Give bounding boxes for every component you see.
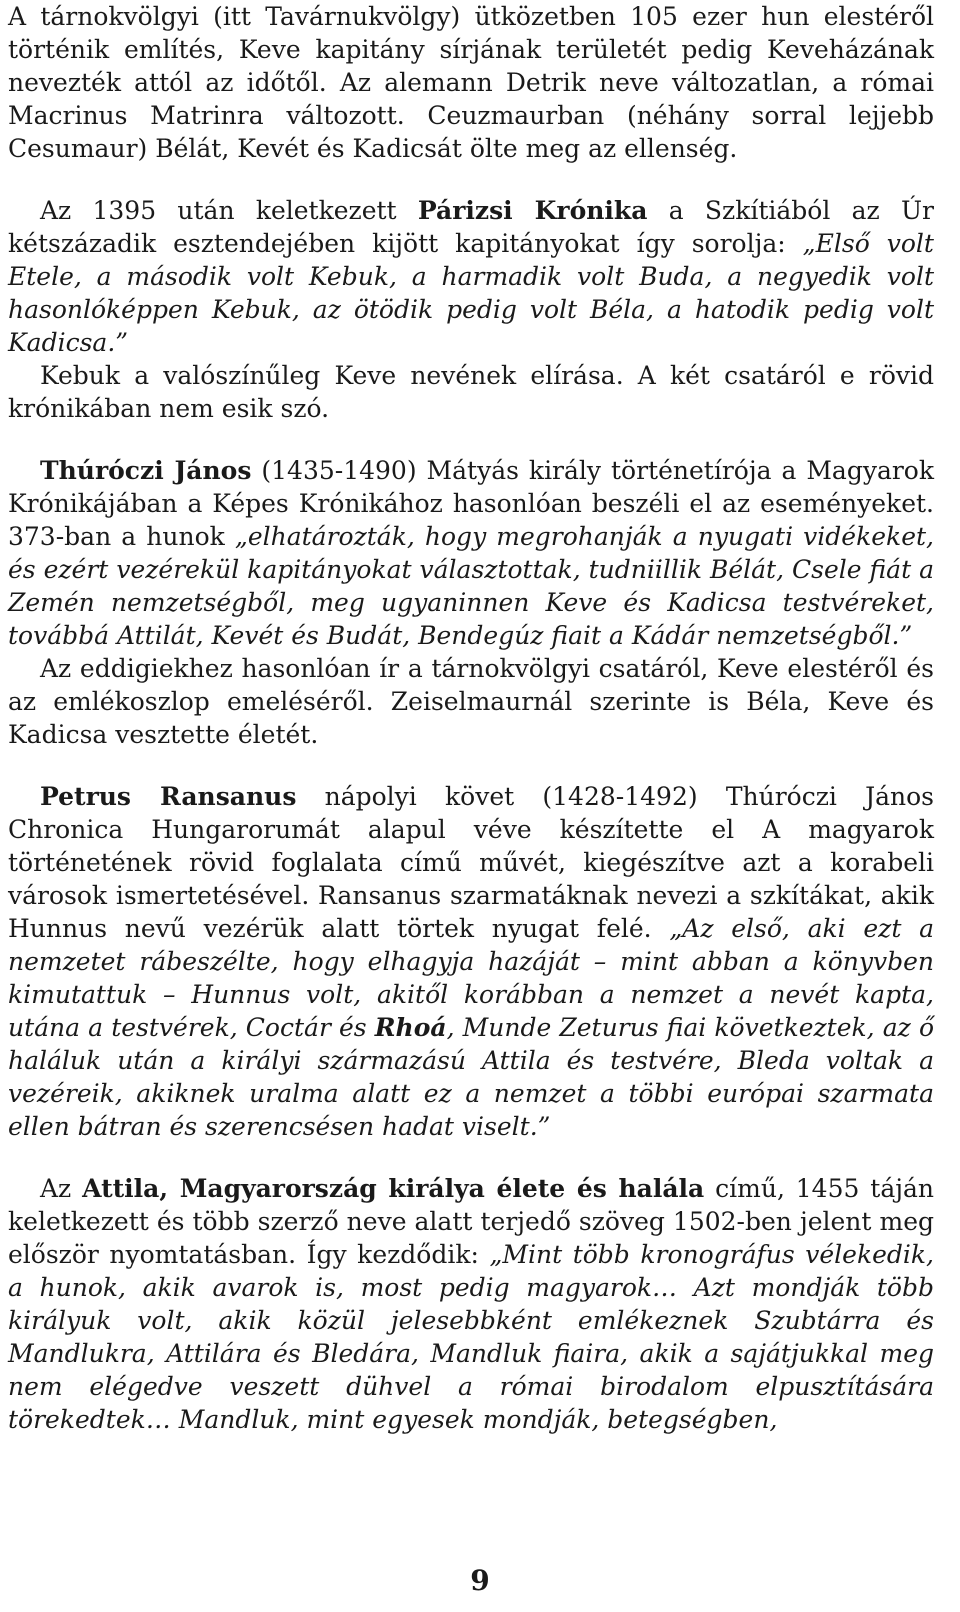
paragraph-tarnokvolgy: [8, 0, 934, 165]
paragraph-gap: [8, 165, 934, 194]
paragraph-gap: [8, 425, 934, 454]
paragraph-continuation: Az eddigiekhez hasonlóan ír a tárnokvölgyi csatáról, Keve elestéről és az emlékoszlop emeléséről. Zeiselmaurnál szerinte is Béla, Keve és Kadicsa vesztette életét.: [8, 654, 934, 749]
text-run: nápolyi követ (1428-1492) Thúróczi János Chronica Hungarorumát alapul véve készítette el A magyarok történetének rövid foglalata című művét, kiegészítve azt a korabeli városok ismertetésével. Ransanus szarmatáknak nevezi a szkítákat, akik Hunnus nevű vezérük alatt törtek nyugat felé.: [8, 782, 934, 943]
text-run: (1435-1490) Mátyás király történetírója a Magyarok Krónikájában a Képes Krónikához hasonlóan beszéli el az eseményeket. 373-ban a hunok: [8, 456, 935, 551]
paragraph-parizsi-kronika: [8, 194, 934, 425]
paragraph-continuation: Kebuk a valószínűleg Keve nevének elírása. A két csatáról e rövid krónikában nem esik szó.: [8, 361, 934, 423]
quote-run: , Munde Zeturus fiai következtek, az ő haláluk után a királyi származású Attila és testvére, Bleda voltak a vezéreik, akiknek uralma alatt ez a nemzet a többi európai szarmata ellen bátran és szerencsésen hadat viselt.”: [8, 1013, 934, 1141]
paragraph-ransanus: [8, 780, 934, 1143]
text-run: Az: [40, 1174, 83, 1203]
quote-run: „Az első, aki ezt a nemzetet rábeszélte, hogy elhagyja hazáját – mint abban a könyvben kimutattuk – Hunnus volt, akitől korábban a nemzet a nevét kapta, utána a testvérek, Coctár és: [8, 914, 934, 1042]
text-run: a Szkítiából az Úr kétszázadik esztendejében kijött kapitányokat így sorolja:: [8, 196, 934, 258]
quote-italic: [8, 914, 934, 1141]
work-title-bold: Attila, Magyarország királya élete és halála: [82, 1174, 705, 1203]
paragraph-attila: [8, 1172, 934, 1436]
author-name-bold: Thúróczi János: [40, 456, 252, 485]
page-number: 9: [470, 1564, 490, 1597]
name-bold: Rhoá: [374, 1013, 447, 1042]
text-run: című, 1455 táján keletkezett és több szerző neve alatt terjedő szöveg 1502-ben jelent meg először nyomtatásban. Így kezdődik:: [8, 1174, 934, 1269]
paragraph-body: [8, 1172, 934, 1436]
paragraph-text: A tárnokvölgyi (itt Tavárnukvölgy) ütközetben 105 ezer hun elestéről történik említés, Keve kapitány sírjának területét pedig Keveházának nevezték attól az időtől. Az alemann Detrik neve változatlan, a római Macrinus Matrinra változott. Ceuzmaurban (néhány sorral lejjebb Cesumaur) Bélát, Kevét és Kadicsát ölte meg az ellenség.: [8, 2, 934, 163]
paragraph-thuroczi: [8, 454, 934, 751]
quote-italic: „elhatározták, hogy megrohanják a nyugati vidékeket, és ezért vezérekül kapitányokat választottak, tudniillik Bélát, Csele fiát a Zemén nemzetségből, meg ugyaninnen Keve és Kadicsa testvéreket, továbbá Attilát, Kevét és Budát, Bendegúz fiait a Kádár nemzetségből.”: [8, 522, 934, 650]
author-name-bold: Petrus Ransanus: [40, 782, 297, 811]
paragraph-body: [8, 454, 934, 652]
paragraph-body: [8, 194, 934, 359]
text-run: Az 1395 után keletkezett: [40, 196, 418, 225]
quote-italic: „Mint több kronográfus vélekedik, a hunok, akik avarok is, most pedig magyarok… Azt mondják több királyuk volt, akik közül jelesebbként emlékeznek Szubtárra és Mandlukra, Attilára és Bledára, Mandluk fiaira, akik a sajátjukkal meg nem elégedve veszett dühvel a római birodalom elpusztítására törekedtek… Mandluk, mint egyesek mondják, betegségben,: [8, 1240, 935, 1434]
work-title-bold: Párizsi Krónika: [417, 196, 648, 225]
paragraph-body: [8, 780, 934, 1143]
quote-italic: „Első volt Etele, a második volt Kebuk, a harmadik volt Buda, a negyedik volt hasonlóképpen Kebuk, az ötödik pedig volt Béla, a hatodik pedig volt Kadicsa.”: [8, 229, 934, 357]
paragraph-gap: [8, 751, 934, 780]
paragraph-gap: [8, 1143, 934, 1172]
